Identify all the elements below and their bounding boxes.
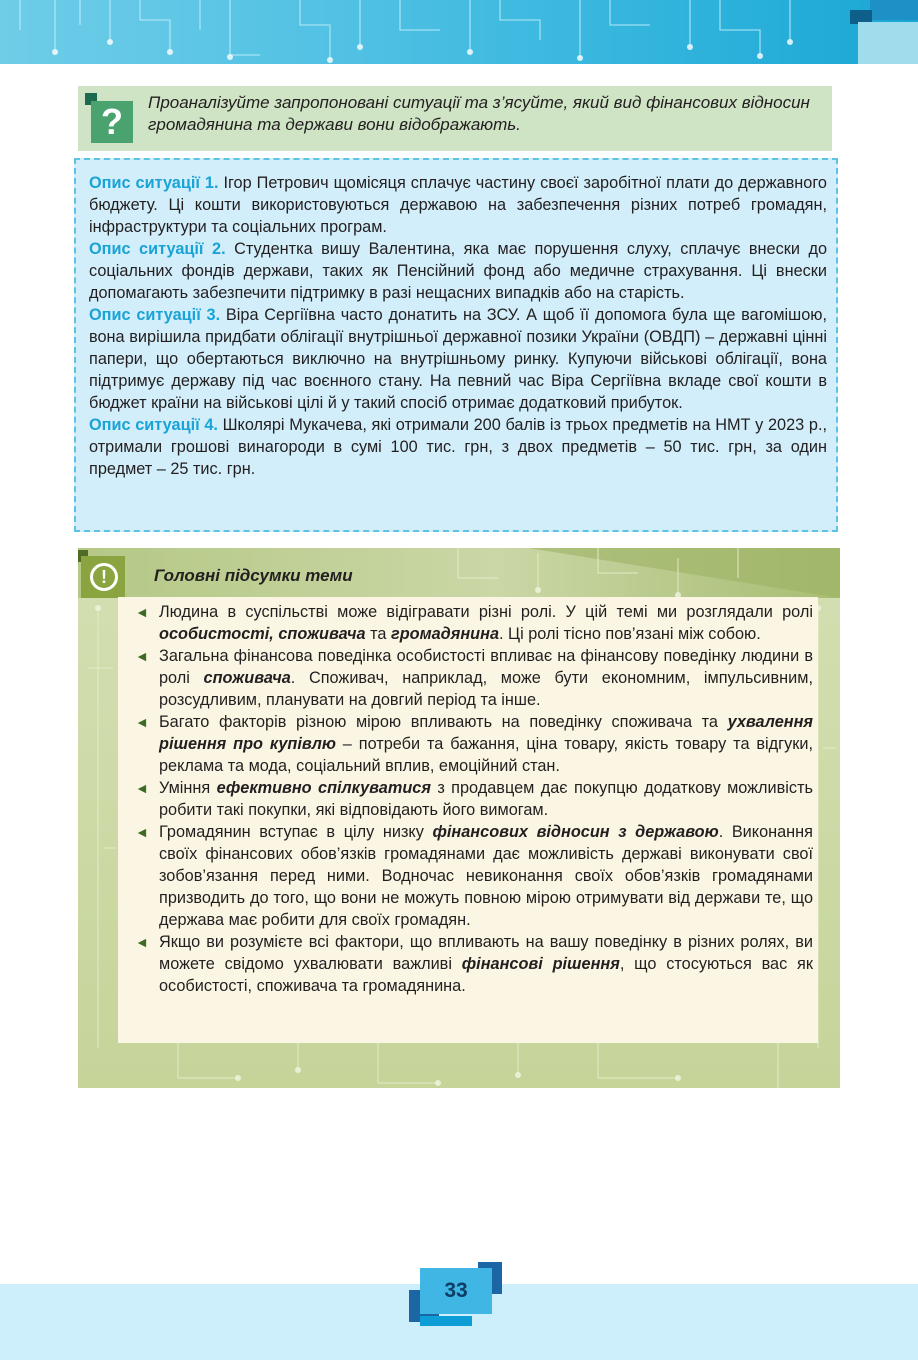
summary-text: Загальна фінансова поведінка особистості впливає на фінансову поведінку людини в ролі: [159, 647, 813, 687]
header-square: [870, 0, 918, 20]
question-box: [78, 86, 832, 151]
summary-section: [78, 548, 840, 1088]
bullet-arrow-icon: ◄: [135, 648, 149, 664]
summary-text: Багато факторів різною мірою впливають на поведінку споживача та: [159, 713, 728, 731]
page-number-decoration: [420, 1316, 472, 1326]
bullet-arrow-icon: ◄: [135, 824, 149, 840]
summary-item: [131, 645, 813, 711]
situation-text: Школярі Мукачева, які отримали 200 балів із трьох предметів на НМТ у 2023 р., отримали грошові винагороди в сумі 100 тис. грн, з двох предметів – 50 тис. грн, за один предмет – 25 тис. грн.: [89, 416, 828, 478]
situation-label: Опис ситуації 1.: [89, 174, 219, 192]
summary-text: , що стосуються вас як особистості, споживача та громадянина.: [159, 955, 813, 995]
emphasis-text: особистості, споживача: [159, 625, 366, 643]
summary-list: [131, 601, 813, 997]
summary-item: [131, 931, 813, 997]
summary-text: . Виконання своїх фінансових обов’язків громадянами дає можливість державі виконувати свої зобов’язання перед ними. Водночас невиконання своїх обов’язків громадянами призводить до того, що вони не можуть повною мірою отримувати від держави те, що держава має робити для своїх громадян.: [159, 823, 813, 929]
question-mark-icon: ?: [85, 93, 133, 143]
header-banner: [0, 0, 918, 64]
summary-text: Людина в суспільстві може відігравати різні ролі. У цій темі ми розглядали ролі: [159, 603, 813, 621]
situations-list: [89, 172, 827, 480]
situation-text: Віра Сергіївна часто донатить на ЗСУ. А щоб її допомога була ще вагомішою, вона вирішила придбати облігації внутрішньої державної позики України (ОВДП) – державні цінні папери, що обертаються виключно на внутрішньому ринку. Купуючи військові облігації, вона підтримує державу під час воєнного стану. На певний час Віра Сергіївна вкладе свої кошти в бюджет країни на військові цілі й у такий спосіб отримає додатковий прибуток.: [89, 306, 827, 412]
summary-item: [131, 711, 813, 777]
summary-item: [131, 777, 813, 821]
bullet-arrow-icon: ◄: [135, 714, 149, 730]
situation-label: Опис ситуації 4.: [89, 416, 218, 434]
situation-paragraph: [89, 304, 827, 414]
emphasis-text: споживача: [203, 669, 291, 687]
summary-text: з продавцем дає покупцю додаткову можливість робити такі покупки, які відповідають його вимогам.: [159, 779, 814, 819]
situations-box: [74, 158, 838, 532]
page-number: 33: [420, 1268, 492, 1314]
emphasis-text: фінансові рішення: [461, 955, 620, 973]
summary-text: – потреби та бажання, ціна товару, якість товару та відгуки, реклама та мода, соціальний вплив, емоційний стан.: [159, 735, 813, 775]
summary-title: Головні підсумки теми: [154, 566, 353, 585]
summary-item: [131, 601, 813, 645]
summary-text: Якщо ви розумієте всі фактори, що впливають на вашу поведінку в різних ролях, ви можете свідомо ухвалювати важливі: [159, 933, 813, 973]
question-text: Проаналізуйте запропоновані ситуації та з’ясуйте, який вид фінансових відносин громадянина та держави вони відображають.: [148, 93, 810, 134]
situation-label: Опис ситуації 3.: [89, 306, 221, 324]
summary-item: [131, 821, 813, 931]
exclamation-icon: !: [78, 550, 128, 600]
situation-paragraph: [89, 414, 827, 480]
summary-list-box: [118, 597, 818, 1043]
summary-text: та: [365, 625, 391, 643]
header-square: [858, 22, 918, 64]
situation-paragraph: [89, 238, 827, 304]
circuit-decoration: [0, 0, 918, 64]
bullet-arrow-icon: ◄: [135, 934, 149, 950]
emphasis-text: ефективно спілкуватися: [216, 779, 431, 797]
situation-paragraph: [89, 172, 827, 238]
emphasis-text: фінансових відносин з державою: [432, 823, 719, 841]
summary-text: . Ці ролі тісно пов’язані між собою.: [499, 625, 761, 643]
summary-text: Уміння: [159, 779, 217, 797]
emphasis-text: громадянина: [391, 625, 499, 643]
bullet-arrow-icon: ◄: [135, 780, 149, 796]
bullet-arrow-icon: ◄: [135, 604, 149, 620]
summary-text: Громадянин вступає в цілу низку: [159, 823, 433, 841]
situation-label: Опис ситуації 2.: [89, 240, 226, 258]
situation-text: Студентка вишу Валентина, яка має порушення слуху, сплачує внески до соціальних фондів держави, таких як Пенсійний фонд або медичне страхування. Ці внески допомагають забезпечити підтримку в разі нещасних випадків або на старість.: [89, 240, 828, 302]
situation-text: Ігор Петрович щомісяця сплачує частину своєї заробітної плати до державного бюджету. Ці кошти використовуються державою на забезпечення різних потреб громадян, інфраструктури та соціальних програм.: [89, 174, 827, 236]
summary-text: . Споживач, наприклад, може бути економним, імпульсивним, розсудливим, планувати на довгий період та інше.: [159, 669, 813, 709]
emphasis-text: ухвалення рішення про купівлю: [159, 713, 813, 753]
